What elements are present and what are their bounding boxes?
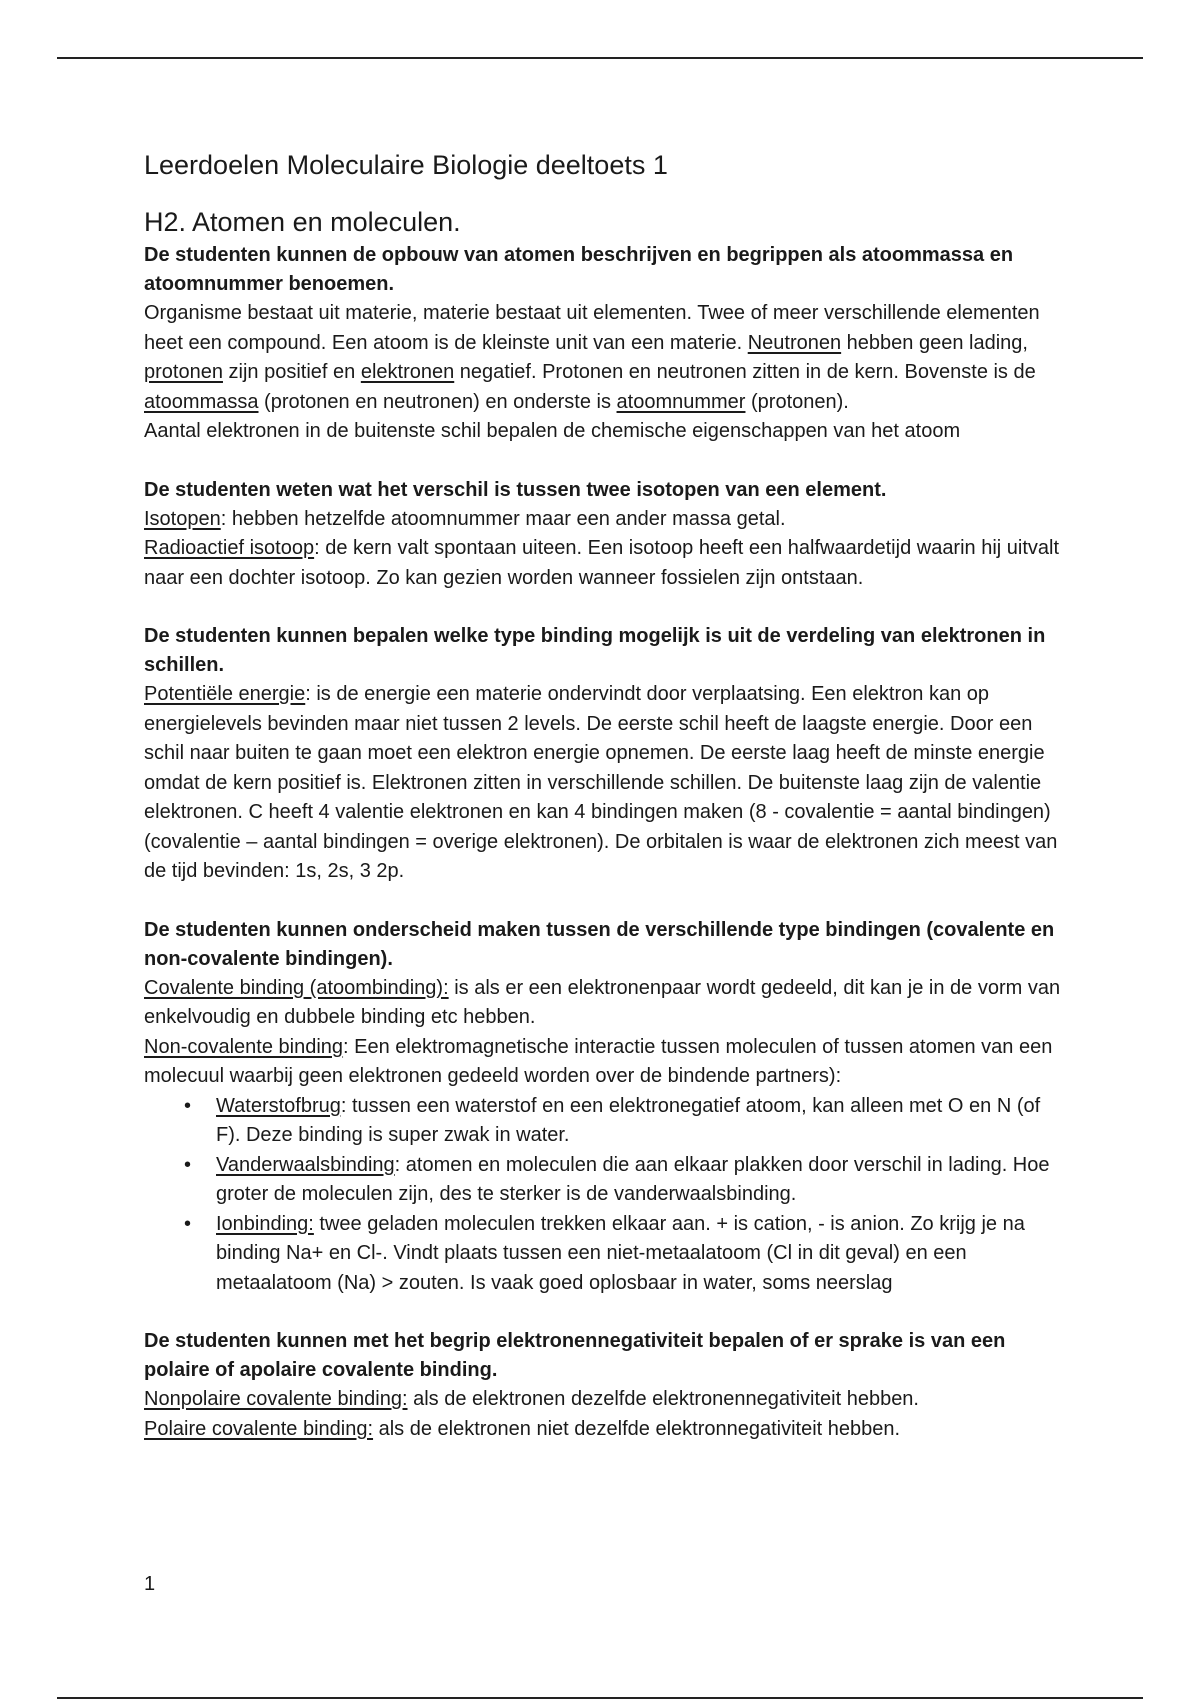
term-neutronen: Neutronen <box>747 331 842 354</box>
spacer <box>144 1298 1064 1327</box>
text-run: (protonen). <box>745 390 849 413</box>
spacer <box>144 593 1064 622</box>
spacer <box>144 447 1064 476</box>
bullet-icon: • <box>184 1212 192 1235</box>
text-run: twee geladen moleculen trekken elkaar aan. + is cation, - is anion. Zo krijg je na binding Na+ en Cl-. Vindt plaats tussen een niet-metaalatoom (Cl in dit geval) en een metaalatoom (Na) > zouten. Is vaak goed oplosbaar in water, soms neerslag <box>216 1212 1025 1294</box>
bullet-icon: • <box>184 1153 192 1176</box>
term-radioactief-isotoop: Radioactief isotoop <box>144 537 315 559</box>
list-item <box>144 1151 1064 1210</box>
term-covalente-binding: Covalente binding (atoombinding): <box>144 976 449 999</box>
spacer <box>144 887 1064 916</box>
atoms-paragraph <box>144 299 1064 417</box>
text-run: als de elektronen dezelfde elektronennegativiteit hebben. <box>407 1388 919 1410</box>
term-vanderwaalsbinding: Vanderwaalsbinding <box>216 1153 395 1176</box>
term-elektronen: elektronen <box>360 361 455 383</box>
text-run: zijn positief en <box>222 361 361 383</box>
list-item <box>144 1210 1064 1299</box>
chapter-heading: H2. Atomen en moleculen. <box>144 207 461 237</box>
text-run: : de kern valt spontaan uiteen. Een isotoop heeft een halfwaardetijd waarin hij uitvalt naar een dochter isotoop. Zo kan gezien worden wanneer fossielen zijn ontstaan. <box>144 537 1060 589</box>
non-covalent-paragraph <box>144 1033 1064 1092</box>
potential-energy-paragraph <box>144 680 1064 887</box>
term-non-covalente-binding: Non-covalente binding <box>144 1035 344 1058</box>
text-run: hebben geen lading, <box>841 331 1028 354</box>
text-run: is als er een elektronenpaar wordt gedeeld, dit kan je in de vorm van enkelvoudig en dubbele binding etc hebben. <box>144 976 1061 1028</box>
learning-goal-covalent: De studenten kunnen onderscheid maken tussen de verschillende type bindingen (covalente en non-covalente bindingen). <box>144 918 1055 970</box>
radioactive-paragraph <box>144 534 1064 593</box>
isotopes-paragraph <box>144 505 1064 535</box>
top-rule <box>57 57 1143 59</box>
text-run: (protonen en neutronen) en onderste is <box>258 390 617 413</box>
term-waterstofbrug: Waterstofbrug <box>216 1094 341 1117</box>
term-ionbinding: Ionbinding: <box>216 1212 314 1235</box>
document-title: Leerdoelen Moleculaire Biologie deeltoets 1 <box>144 150 668 180</box>
page-content <box>144 145 1064 1444</box>
term-atoomnummer: atoomnummer <box>616 390 746 413</box>
term-polaire-binding: Polaire covalente binding: <box>144 1417 374 1440</box>
bond-list <box>144 1092 1064 1299</box>
term-protonen: protonen <box>144 361 223 383</box>
covalent-paragraph <box>144 974 1064 1033</box>
text-run: Organisme bestaat uit materie, materie bestaat uit elementen. Twee of meer verschillende elementen heet een compound. Een atoom is de kleinste unit van een materie. <box>144 302 1040 354</box>
learning-goal-isotopes: De studenten weten wat het verschil is tussen twee isotopen van een element. <box>144 478 887 501</box>
text-run: : hebben hetzelfde atoomnummer maar een ander massa getal. <box>220 507 786 530</box>
text-run: : atomen en moleculen die aan elkaar plakken door verschil in lading. Hoe groter de moleculen zijn, des te sterker is de vanderwaalsbinding. <box>216 1153 1050 1205</box>
learning-goal-bond-types: De studenten kunnen bepalen welke type binding mogelijk is uit de verdeling van elektronen in schillen. <box>144 625 1046 676</box>
term-potentiele-energie: Potentiële energie <box>144 683 306 705</box>
learning-goal-atoms: De studenten kunnen de opbouw van atomen beschrijven en begrippen als atoommassa en atoomnummer benoemen. <box>144 244 1014 295</box>
learning-goal-polarity: De studenten kunnen met het begrip elektronennegativiteit bepalen of er sprake is van een polaire of apolaire covalente binding. <box>144 1330 1006 1381</box>
list-item <box>144 1092 1064 1151</box>
bottom-rule <box>57 1697 1143 1699</box>
text-run: : Een elektromagnetische interactie tussen moleculen of tussen atomen van een molecuul waarbij geen elektronen gedeeld worden over de bindende partners): <box>144 1035 1053 1087</box>
polar-paragraph <box>144 1415 1064 1445</box>
term-atoommassa: atoommassa <box>144 390 259 413</box>
term-isotopen: Isotopen <box>144 507 221 530</box>
text-run: negatief. Protonen en neutronen zitten in de kern. Bovenste is de <box>454 361 1036 383</box>
text-run: : tussen een waterstof en een elektronegatief atoom, kan alleen met O en N (of F). Deze binding is super zwak in water. <box>216 1094 1041 1146</box>
nonpolar-paragraph <box>144 1385 1064 1415</box>
text-run: : is de energie een materie ondervindt door verplaatsing. Een elektron kan op energielevels bevinden maar niet tussen 2 levels. De eerste schil heeft de laagste energie. Door een schil naar buiten te gaan moet een elektron energie opnemen. De eerste laag heeft de minste energie omdat de kern positief is. Elektronen zitten in verschillende schillen. De buitenste laag zijn de valentie elektronen. C heeft 4 valentie elektronen en kan 4 bindingen maken (8 - covalentie = aantal bindingen) (covalentie – aantal bindingen = overige elektronen). De orbitalen is waar de elektronen zich meest van de tijd bevinden: 1s, 2s, 3 2p. <box>144 683 1058 882</box>
term-nonpolaire-binding: Nonpolaire covalente binding: <box>144 1388 408 1410</box>
bullet-icon: • <box>184 1094 192 1117</box>
valence-paragraph: Aantal elektronen in de buitenste schil bepalen de chemische eigenschappen van het atoom <box>144 420 961 442</box>
text-run: als de elektronen niet dezelfde elektronnegativiteit hebben. <box>373 1417 901 1440</box>
page-number: 1 <box>144 1573 156 1595</box>
